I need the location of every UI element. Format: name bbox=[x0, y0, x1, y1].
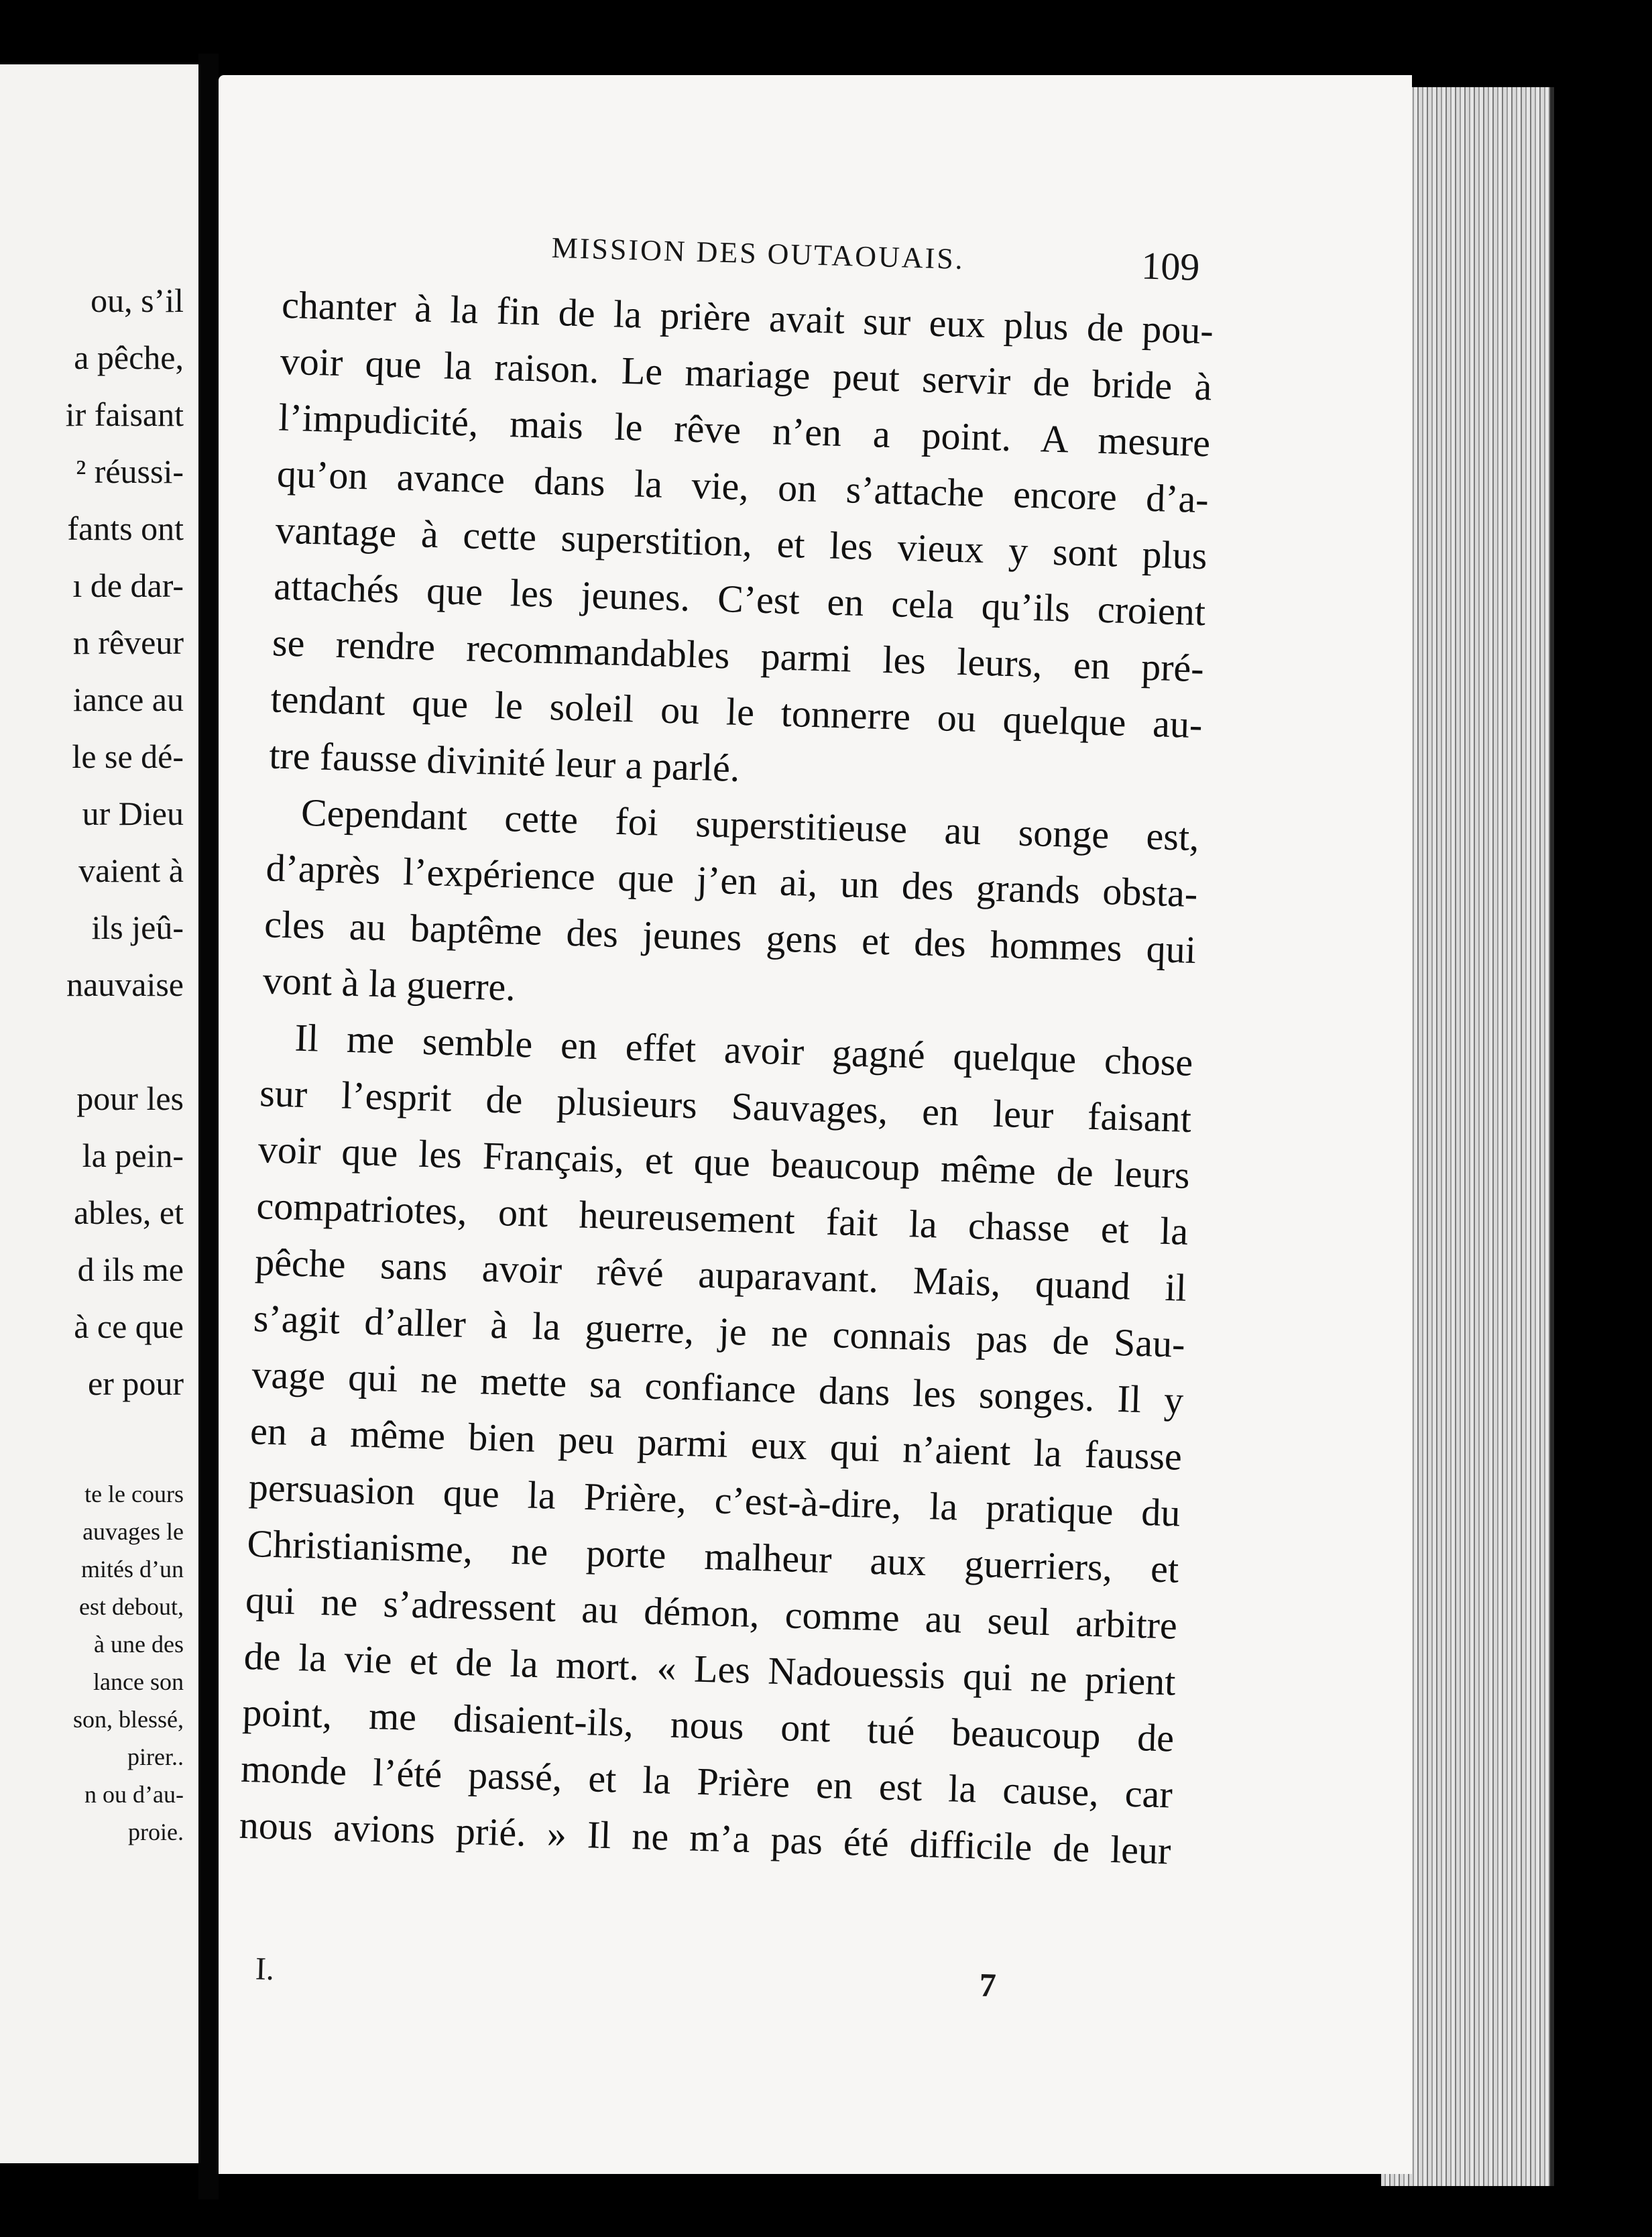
text-line: chanter à la fin de la prière avait sur eux plus de pou- bbox=[281, 282, 1214, 353]
running-head: MISSION DES OUTAOUAIS. bbox=[551, 231, 965, 276]
text-line-paragraph-end: vont à la guerre. bbox=[262, 958, 516, 1009]
text-line: d’après l’expérience que j’en ai, un des grands obsta- bbox=[265, 846, 1199, 916]
text-line: tendant que le soleil ou le tonnerre ou quelque au- bbox=[270, 677, 1203, 747]
left-note-line: mités d’un bbox=[81, 1556, 184, 1583]
page-content bbox=[219, 75, 1412, 2174]
left-line: n rêveur bbox=[72, 624, 184, 661]
left-line: pour les bbox=[76, 1080, 184, 1117]
text-line: compatriotes, ont heureusement fait la chasse et la bbox=[255, 1184, 1189, 1253]
text-line: en a même bien peu parmi eux qui n’aient la fausse bbox=[249, 1408, 1183, 1479]
left-note-line: son, blessé, bbox=[73, 1706, 184, 1733]
left-line: iance au bbox=[72, 681, 184, 718]
text-line: persuasion que la Prière, c’est-à-dire, la pratique du bbox=[248, 1465, 1181, 1535]
left-note-line: proie. bbox=[128, 1819, 184, 1845]
left-line: ² réussi- bbox=[76, 453, 184, 490]
page-number: 109 bbox=[1140, 243, 1201, 289]
left-line-gap bbox=[66, 1013, 184, 1070]
text-line: s’agit d’aller à la guerre, je ne connais pas de Sau- bbox=[253, 1296, 1186, 1366]
left-line: ir faisant bbox=[65, 396, 184, 433]
left-facing-page bbox=[0, 64, 198, 2163]
left-line: nauvaise bbox=[66, 966, 184, 1003]
text-line: vage qui ne mette sa confiance dans les songes. Il y bbox=[251, 1352, 1185, 1422]
text-line: pêche sans avoir rêvé auparavant. Mais, quand il bbox=[254, 1240, 1187, 1310]
left-line: le se dé- bbox=[72, 738, 184, 775]
text-line: sur l’esprit de plusieurs Sauvages, en leur faisant bbox=[259, 1071, 1192, 1141]
left-line: a pêche, bbox=[74, 339, 184, 376]
left-note-line: à une des bbox=[94, 1631, 184, 1658]
left-note-line: te le cours bbox=[84, 1481, 184, 1507]
text-line: l’impudicité, mais le rêve n’en a point. A mesure bbox=[278, 395, 1211, 465]
left-line: ables, et bbox=[74, 1194, 184, 1231]
signature-mark: I. bbox=[255, 1951, 275, 1988]
text-line-paragraph-start: Cependant cette foi superstitieuse au songe est, bbox=[300, 790, 1200, 860]
left-note-line: lance son bbox=[93, 1668, 184, 1695]
left-note-line: auvages le bbox=[82, 1518, 184, 1545]
left-line: vaient à bbox=[78, 852, 184, 889]
left-page-main-text bbox=[66, 272, 184, 1412]
left-note-line: n ou d’au- bbox=[84, 1781, 184, 1808]
left-note-line: pirer.. bbox=[127, 1743, 184, 1770]
left-line: d ils me bbox=[77, 1251, 184, 1288]
text-line: voir que les Français, et que beaucoup même de leurs bbox=[257, 1127, 1191, 1197]
left-line: er pour bbox=[88, 1365, 184, 1402]
left-line: à ce que bbox=[74, 1308, 184, 1345]
text-line-paragraph-end: tre fausse divinité leur a parlé. bbox=[268, 733, 741, 790]
text-line: voir que la raison. Le mariage peut servir de bride à bbox=[279, 339, 1213, 409]
left-line: ou, s’il bbox=[91, 282, 184, 319]
body-text bbox=[239, 277, 1214, 1880]
text-line: qu’on avance dans la vie, on s’attache encore d’a- bbox=[276, 451, 1210, 522]
text-line: vantage à cette superstition, et les vieux y sont plus bbox=[274, 508, 1208, 578]
left-line: ils jeû- bbox=[91, 909, 184, 946]
text-line-paragraph-start: Il me semble en effet avoir gagné quelque chose bbox=[294, 1015, 1194, 1084]
text-line: attachés que les jeunes. C’est en cela qu’ils croient bbox=[273, 564, 1206, 634]
left-line: ı de dar- bbox=[72, 567, 184, 604]
left-line: la pein- bbox=[82, 1137, 184, 1174]
left-page-footnotes bbox=[73, 1475, 184, 1851]
left-line: fants ont bbox=[67, 510, 184, 547]
text-line: point, me disaient-ils, nous ont tué beaucoup de bbox=[241, 1690, 1175, 1760]
text-line: cles au baptême des jeunes gens et des hommes qui bbox=[263, 902, 1197, 972]
left-note-line: est debout, bbox=[79, 1593, 184, 1620]
text-line: se rendre recommandables parmi les leurs, en pré- bbox=[272, 620, 1205, 691]
text-line: monde l’été passé, et la Prière en est la cause, car bbox=[240, 1746, 1173, 1817]
text-line: de la vie et de la mort. « Les Nadouessis qui ne prient bbox=[243, 1633, 1177, 1704]
right-page bbox=[219, 75, 1412, 2174]
left-line: ur Dieu bbox=[82, 795, 184, 832]
text-line: Christianisme, ne porte malheur aux guerriers, et bbox=[246, 1521, 1180, 1591]
book-gutter bbox=[198, 54, 219, 2199]
signature-number: 7 bbox=[978, 1965, 997, 2004]
text-line: qui ne s’adressent au démon, comme au seul arbitre bbox=[245, 1577, 1178, 1648]
text-line: nous avions prié. » Il ne m’a pas été difficile de leur bbox=[239, 1802, 1172, 1873]
